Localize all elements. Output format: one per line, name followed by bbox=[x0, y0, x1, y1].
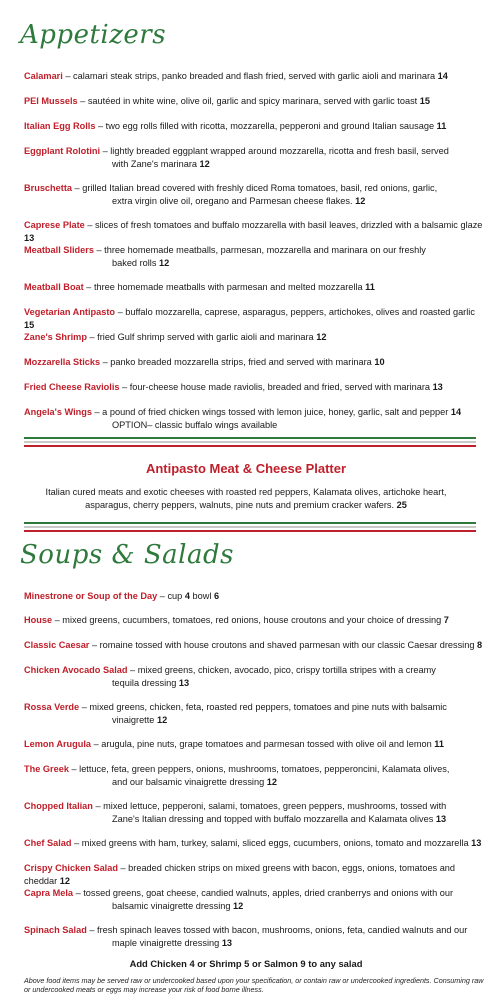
menu-item-description: – mixed greens with ham, turkey, salami, sliced eggs, cucumbers, onions, tomato and mozzarella bbox=[71, 838, 472, 848]
menu-item-name: Angela's Wings bbox=[24, 407, 92, 417]
menu-item-description: – a pound of fried chicken wings tossed with lemon juice, honey, garlic, salt and pepper bbox=[91, 407, 451, 417]
soups-salads-heading: Soups & Salads bbox=[20, 540, 234, 570]
menu-item bbox=[24, 95, 484, 108]
menu-item-price: 4 bbox=[184, 591, 190, 601]
menu-item-description-cont bbox=[24, 158, 484, 171]
food-disclaimer: Above food items may be served raw or undercooked based upon your specification, or contain raw or undercooked ingredients. Consuming raw or undercooked meats or eggs may increase your risk of food borne illness. bbox=[24, 976, 484, 994]
menu-item-name: Italian Egg Rolls bbox=[24, 121, 96, 131]
menu-item-cont-text: OPTION– classic buffalo wings available bbox=[112, 419, 278, 430]
menu-item-name: Fried Cheese Raviolis bbox=[24, 382, 120, 392]
menu-item-price: 15 bbox=[419, 96, 430, 106]
menu-item-name: Caprese Plate bbox=[24, 220, 85, 230]
menu-item-cont-text: and our balsamic vinaigrette dressing bbox=[112, 776, 267, 787]
menu-item-price: 14 bbox=[450, 407, 462, 417]
menu-item-price: 14 bbox=[437, 71, 448, 81]
menu-item-price: 12 bbox=[316, 332, 327, 342]
menu-item-description-cont bbox=[24, 776, 484, 789]
menu-item-price: 11 bbox=[365, 282, 375, 292]
menu-item bbox=[24, 281, 484, 294]
menu-item-name: Capra Mela bbox=[24, 888, 74, 898]
menu-item bbox=[24, 331, 484, 344]
menu-item-price: 13 bbox=[471, 838, 482, 848]
menu-item-name: Spinach Salad bbox=[24, 925, 87, 935]
menu-item-price: 11 bbox=[436, 121, 447, 131]
menu-item bbox=[24, 738, 484, 751]
menu-item-description-cont bbox=[24, 937, 484, 950]
menu-item-price: 7 bbox=[443, 615, 449, 625]
menu-item-description: – mixed lettuce, pepperoni, salami, tomatoes, green peppers, mushrooms, tossed with bbox=[92, 801, 447, 811]
menu-item-name: House bbox=[24, 615, 53, 625]
menu-item-name: Minestrone or Soup of the Day bbox=[24, 591, 158, 601]
menu-item-description: – grilled Italian bread covered with freshly diced Roma tomatoes, basil, red onions, garlic, bbox=[72, 183, 438, 193]
menu-item bbox=[24, 145, 484, 170]
menu-item-price: 12 bbox=[59, 875, 70, 886]
menu-item-description: – three homemade meatballs with parmesan and melted mozzarella bbox=[83, 282, 366, 292]
menu-item-name: Crispy Chicken Salad bbox=[24, 863, 118, 873]
menu-item-description-cont bbox=[24, 900, 484, 913]
menu-item-name: Chopped Italian bbox=[24, 801, 93, 811]
menu-item-cont-text: extra virgin olive oil, oregano and Parmesan cheese flakes. bbox=[112, 195, 356, 206]
menu-item-extra: bowl bbox=[189, 591, 214, 601]
menu-item-description-cont bbox=[24, 195, 484, 208]
menu-item-name: The Greek bbox=[24, 764, 69, 774]
platter-description bbox=[30, 486, 462, 511]
menu-item-cont-text: tequila dressing bbox=[112, 677, 179, 688]
menu-item-description: – calamari steak strips, panko breaded and flash fried, served with garlic aioli and marinara bbox=[62, 71, 438, 81]
menu-item-name: Chicken Avocado Salad bbox=[24, 665, 128, 675]
menu-item bbox=[24, 590, 484, 603]
menu-item bbox=[24, 219, 484, 244]
menu-item-name: Meatball Sliders bbox=[24, 245, 94, 255]
menu-item bbox=[24, 837, 484, 850]
menu-item-price: 12 bbox=[355, 195, 366, 206]
menu-item bbox=[24, 306, 484, 331]
menu-item-cont-text: with Zane's marinara bbox=[112, 158, 200, 169]
menu-item bbox=[24, 887, 484, 912]
menu-item bbox=[24, 701, 484, 726]
menu-item-price: 15 bbox=[24, 319, 35, 330]
platter-title: Antipasto Meat & Cheese Platter bbox=[145, 461, 347, 476]
menu-item-name: Chef Salad bbox=[24, 838, 72, 848]
menu-item-description: – fresh spinach leaves tossed with bacon, mushrooms, onions, feta, candied walnuts and our bbox=[86, 925, 468, 935]
menu-item-name: PEI Mussels bbox=[24, 96, 78, 106]
appetizers-heading: Appetizers bbox=[20, 20, 167, 50]
menu-item-price: 13 bbox=[432, 382, 443, 392]
menu-item-name: Zane's Shrimp bbox=[24, 332, 87, 342]
menu-item-price: 11 bbox=[434, 739, 444, 749]
menu-item-description-cont bbox=[24, 714, 484, 727]
menu-item bbox=[24, 800, 484, 825]
menu-item-description: – mixed greens, cucumbers, tomatoes, red onions, house croutons and your choice of dressing bbox=[52, 615, 444, 625]
menu-item-price: 12 bbox=[199, 158, 210, 169]
menu-item-description-cont bbox=[24, 677, 484, 690]
menu-item-name: Rossa Verde bbox=[24, 702, 80, 712]
menu-item-description-cont bbox=[24, 813, 484, 826]
menu-item-name: Vegetarian Antipasto bbox=[24, 307, 116, 317]
menu-item-price: 13 bbox=[24, 232, 35, 243]
menu-item bbox=[24, 862, 484, 887]
menu-item-price: 12 bbox=[233, 900, 244, 911]
menu-item bbox=[24, 406, 484, 431]
menu-item-description: – two egg rolls filled with ricotta, mozzarella, pepperoni and ground Italian sausage bbox=[95, 121, 437, 131]
platter-desc-text: Italian cured meats and exotic cheeses with roasted red peppers, Kalamata olives, artichoke heart, asparagus, cherry peppers, walnuts, pine nuts and premium cracker wafers. bbox=[45, 487, 447, 510]
menu-item-description: – lightly breaded eggplant wrapped around mozzarella, ricotta and fresh basil, served bbox=[100, 146, 449, 156]
menu-item-description: – lettuce, feta, green peppers, onions, mushrooms, tomatoes, pepperoncini, Kalamata olives, bbox=[68, 764, 450, 774]
menu-item-name: Eggplant Rolotini bbox=[24, 146, 101, 156]
menu-item-price: 12 bbox=[156, 714, 168, 725]
menu-item bbox=[24, 924, 484, 949]
menu-item bbox=[24, 664, 484, 689]
menu-item bbox=[24, 244, 484, 269]
menu-item-name: Bruschetta bbox=[24, 183, 72, 193]
menu-item-description: – arugula, pine nuts, grape tomatoes and parmesan tossed with olive oil and lemon bbox=[91, 739, 435, 749]
menu-item-cont-text: balsamic vinaigrette dressing bbox=[112, 900, 234, 911]
menu-item-description-cont bbox=[24, 419, 484, 432]
menu-item-description: – panko breaded mozzarella strips, fried and served with marinara bbox=[100, 357, 375, 367]
menu-item bbox=[24, 614, 484, 627]
menu-item-price: 12 bbox=[158, 257, 170, 268]
menu-item-price: 13 bbox=[435, 813, 447, 824]
section-divider bbox=[24, 437, 476, 449]
menu-item-price: 12 bbox=[266, 776, 277, 787]
menu-item-price: 8 bbox=[477, 640, 483, 650]
section-divider bbox=[24, 522, 476, 534]
menu-item-description: – fried Gulf shrimp served with garlic aioli and marinara bbox=[86, 332, 317, 342]
menu-item bbox=[24, 639, 484, 652]
menu-item-name: Mozzarella Sticks bbox=[24, 357, 101, 367]
menu-item-description: – buffalo mozzarella, caprese, asparagus, peppers, artichokes, olives and roasted garlic bbox=[115, 307, 475, 317]
menu-item-name: Classic Caesar bbox=[24, 640, 90, 650]
menu-item-name: Calamari bbox=[24, 71, 63, 81]
platter-price: 25 bbox=[396, 499, 407, 510]
menu-item-price: 13 bbox=[221, 937, 233, 948]
menu-item-description: – tossed greens, goat cheese, candied walnuts, apples, dried cranberrys and onions with our bbox=[73, 888, 454, 898]
menu-item bbox=[24, 70, 484, 83]
menu-item bbox=[24, 356, 484, 369]
menu-item-name: Meatball Boat bbox=[24, 282, 84, 292]
menu-item bbox=[24, 381, 484, 394]
menu-item-cont-text: Zane's Italian dressing and topped with buffalo mozzarella and Kalamata olives bbox=[112, 813, 436, 824]
menu-item-description: – breaded chicken strips on mixed greens with bacon, eggs, onions, tomatoes and cheddar bbox=[24, 863, 456, 886]
menu-item-description: – four-cheese house made raviolis, breaded and fried, served with marinara bbox=[119, 382, 433, 392]
menu-item-description: – cup bbox=[157, 591, 185, 601]
menu-item-price: 10 bbox=[374, 357, 385, 367]
menu-item-cont-text: baked rolls bbox=[112, 257, 159, 268]
menu-item-description: – three homemade meatballs, parmesan, mozzarella and marinara on our freshly bbox=[93, 245, 426, 255]
menu-item-extra-price: 6 bbox=[213, 591, 220, 601]
menu-item bbox=[24, 763, 484, 788]
menu-item-name: Lemon Arugula bbox=[24, 739, 92, 749]
menu-item-price: 13 bbox=[178, 677, 190, 688]
menu-item-description: – sautéed in white wine, olive oil, garlic and spicy marinara, served with garlic toast bbox=[77, 96, 420, 106]
menu-item-description: – mixed greens, chicken, feta, roasted red peppers, tomatoes and pine nuts with balsamic bbox=[79, 702, 447, 712]
menu-item-description: – mixed greens, chicken, avocado, pico, crispy tortilla stripes with a creamy bbox=[127, 665, 436, 675]
menu-item-description-cont bbox=[24, 257, 484, 270]
menu-item-cont-text: maple vinaigrette dressing bbox=[112, 937, 222, 948]
menu-item bbox=[24, 120, 484, 133]
menu-item bbox=[24, 182, 484, 207]
salad-addons: Add Chicken 4 or Shrimp 5 or Salmon 9 to any salad bbox=[129, 958, 363, 969]
menu-item-description: – romaine tossed with house croutons and shaved parmesan with our classic Caesar dressing bbox=[89, 640, 477, 650]
menu-item-cont-text: vinaigrette bbox=[112, 714, 157, 725]
menu-item-description: – slices of fresh tomatoes and buffalo mozzarella with basil leaves, drizzled with a balsamic glaze bbox=[84, 220, 483, 230]
